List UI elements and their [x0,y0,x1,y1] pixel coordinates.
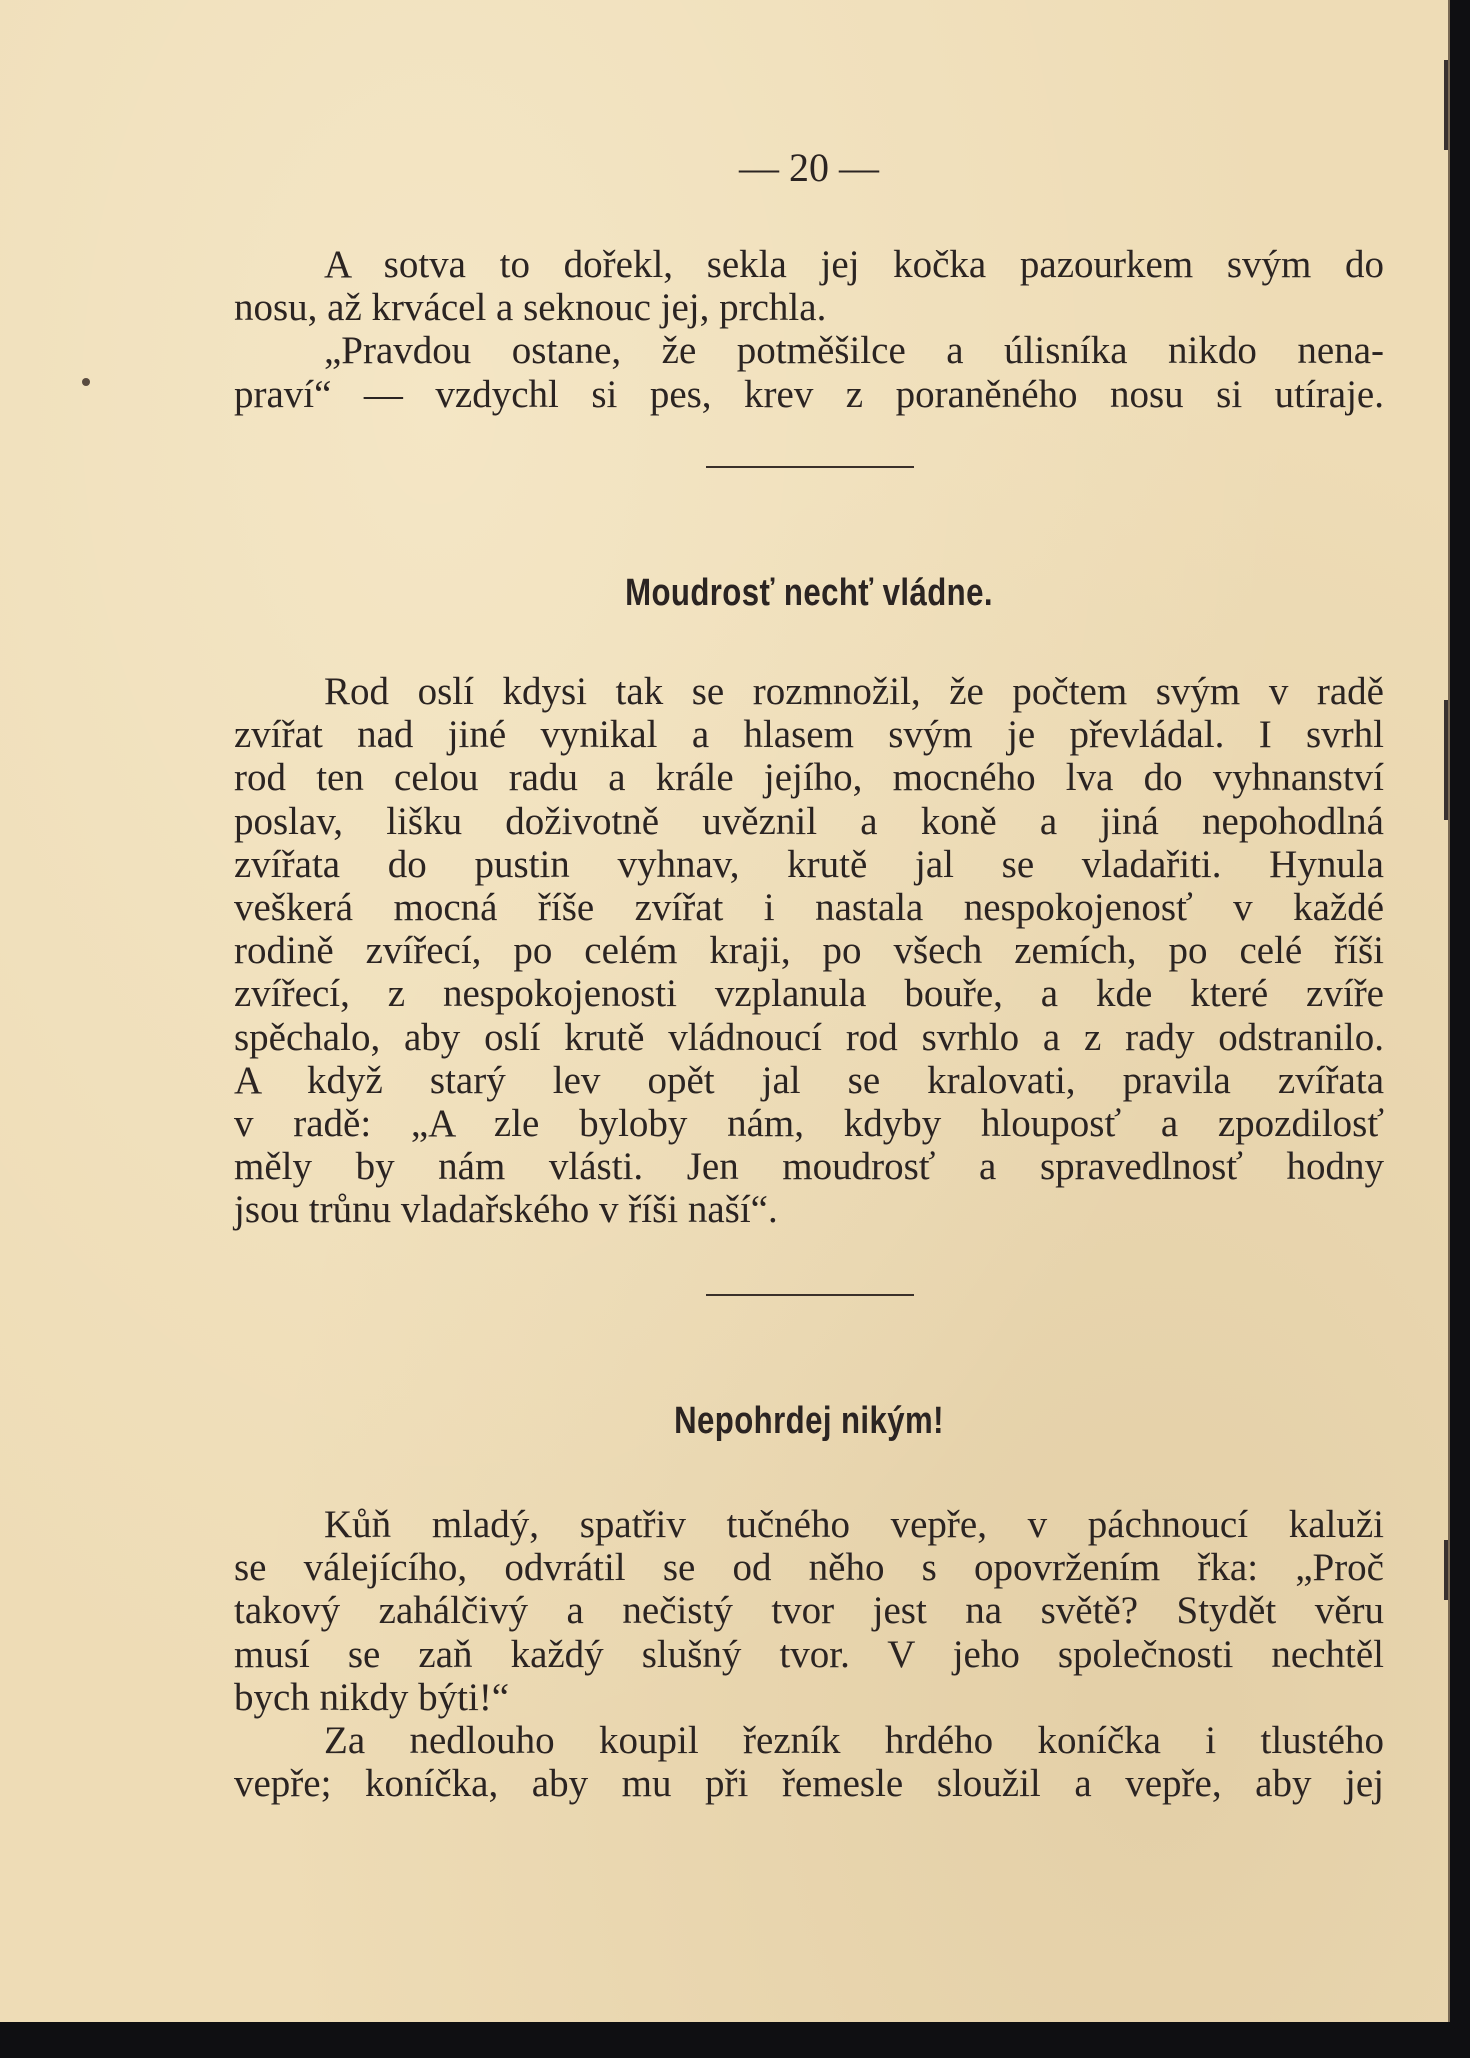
text-line: Za nedlouho koupil řezník hrdého koníčka i tlustého [324,1719,1384,1763]
text-line: zvířat nad jiné vynikal a hlasem svým je převládal. I svrhl [234,713,1384,757]
text-line: Rod oslí kdysi tak se rozmnožil, že počtem svým v radě [324,670,1384,713]
text-line: rodině zvířecí, po celém kraji, po všech zemích, po celé říši [234,929,1384,973]
text-line: zvířecí, z nespokojenosti vzplanula bouře, a kde které zvíře [234,972,1384,1016]
text-line: Kůň mladý, spatřiv tučného vepře, v páchnoucí kaluži [324,1503,1384,1546]
text-line: jsou trůnu vladařského v říši naší“. [234,1188,778,1232]
fable-title: Moudrosť nechť vládne. [625,572,993,614]
text-line: A když starý lev opět jal se kralovati, pravila zvířata [234,1058,1384,1102]
text-line: praví“ — vzdychl si pes, krev z poraněného nosu si utíraje. [234,372,1384,416]
text-line: rod ten celou radu a krále jejího, mocného lva do vyhnanství [234,756,1384,800]
edge-mark [1444,700,1448,820]
text-line: vepře; koníčka, aby mu při řemesle sloužil a vepře, aby jej [234,1762,1384,1806]
text-line: bych nikdy býti!“ [234,1675,510,1719]
text-line: spěchalo, aby oslí krutě vládnoucí rod svrhlo a z rady odstranilo. [234,1015,1384,1059]
text-line: veškerá mocná říše zvířat i nastala nespokojenosť v každé [234,886,1384,930]
section-divider [706,466,914,468]
text-line: v radě: „A zle byloby nám, kdyby hlouposť a zpozdilosť [234,1102,1384,1146]
text-line: se válejícího, odvrátil se od něho s opovržením řka: „Proč [234,1546,1384,1590]
ink-speck [82,378,90,386]
text-line: nosu, až krvácel a seknouc jej, prchla. [234,286,827,330]
text-line: takový zahálčivý a nečistý tvor jest na světě? Stydět věru [234,1589,1384,1633]
paragraph-fable-body [234,670,1384,1232]
text-line: „Pravdou ostane, že potměšilce a úlisníka nikdo nena- [324,329,1384,373]
text-line: zvířata do pustin vyhnav, krutě jal se vladařiti. Hynula [234,842,1384,886]
page-number: — 20 — [739,145,879,190]
text-line: musí se zaň každý slušný tvor. V jeho společnosti nechtěl [234,1632,1384,1676]
text-line: A sotva to dořekl, sekla jej kočka pazourkem svým do [324,243,1384,286]
edge-mark [1444,60,1448,150]
edge-mark [1444,1540,1448,1600]
text-line: poslav, lišku doživotně uvěznil a koně a jiná nepohodlná [234,799,1384,843]
section-divider [706,1294,914,1296]
paragraph-fable-ending [234,243,1384,416]
paragraph-fable-body [234,1503,1384,1805]
fable-title: Nepohrdej nikým! [674,1400,944,1442]
text-line: měly by nám vlásti. Jen moudrosť a spravedlnosť hodny [234,1145,1384,1189]
